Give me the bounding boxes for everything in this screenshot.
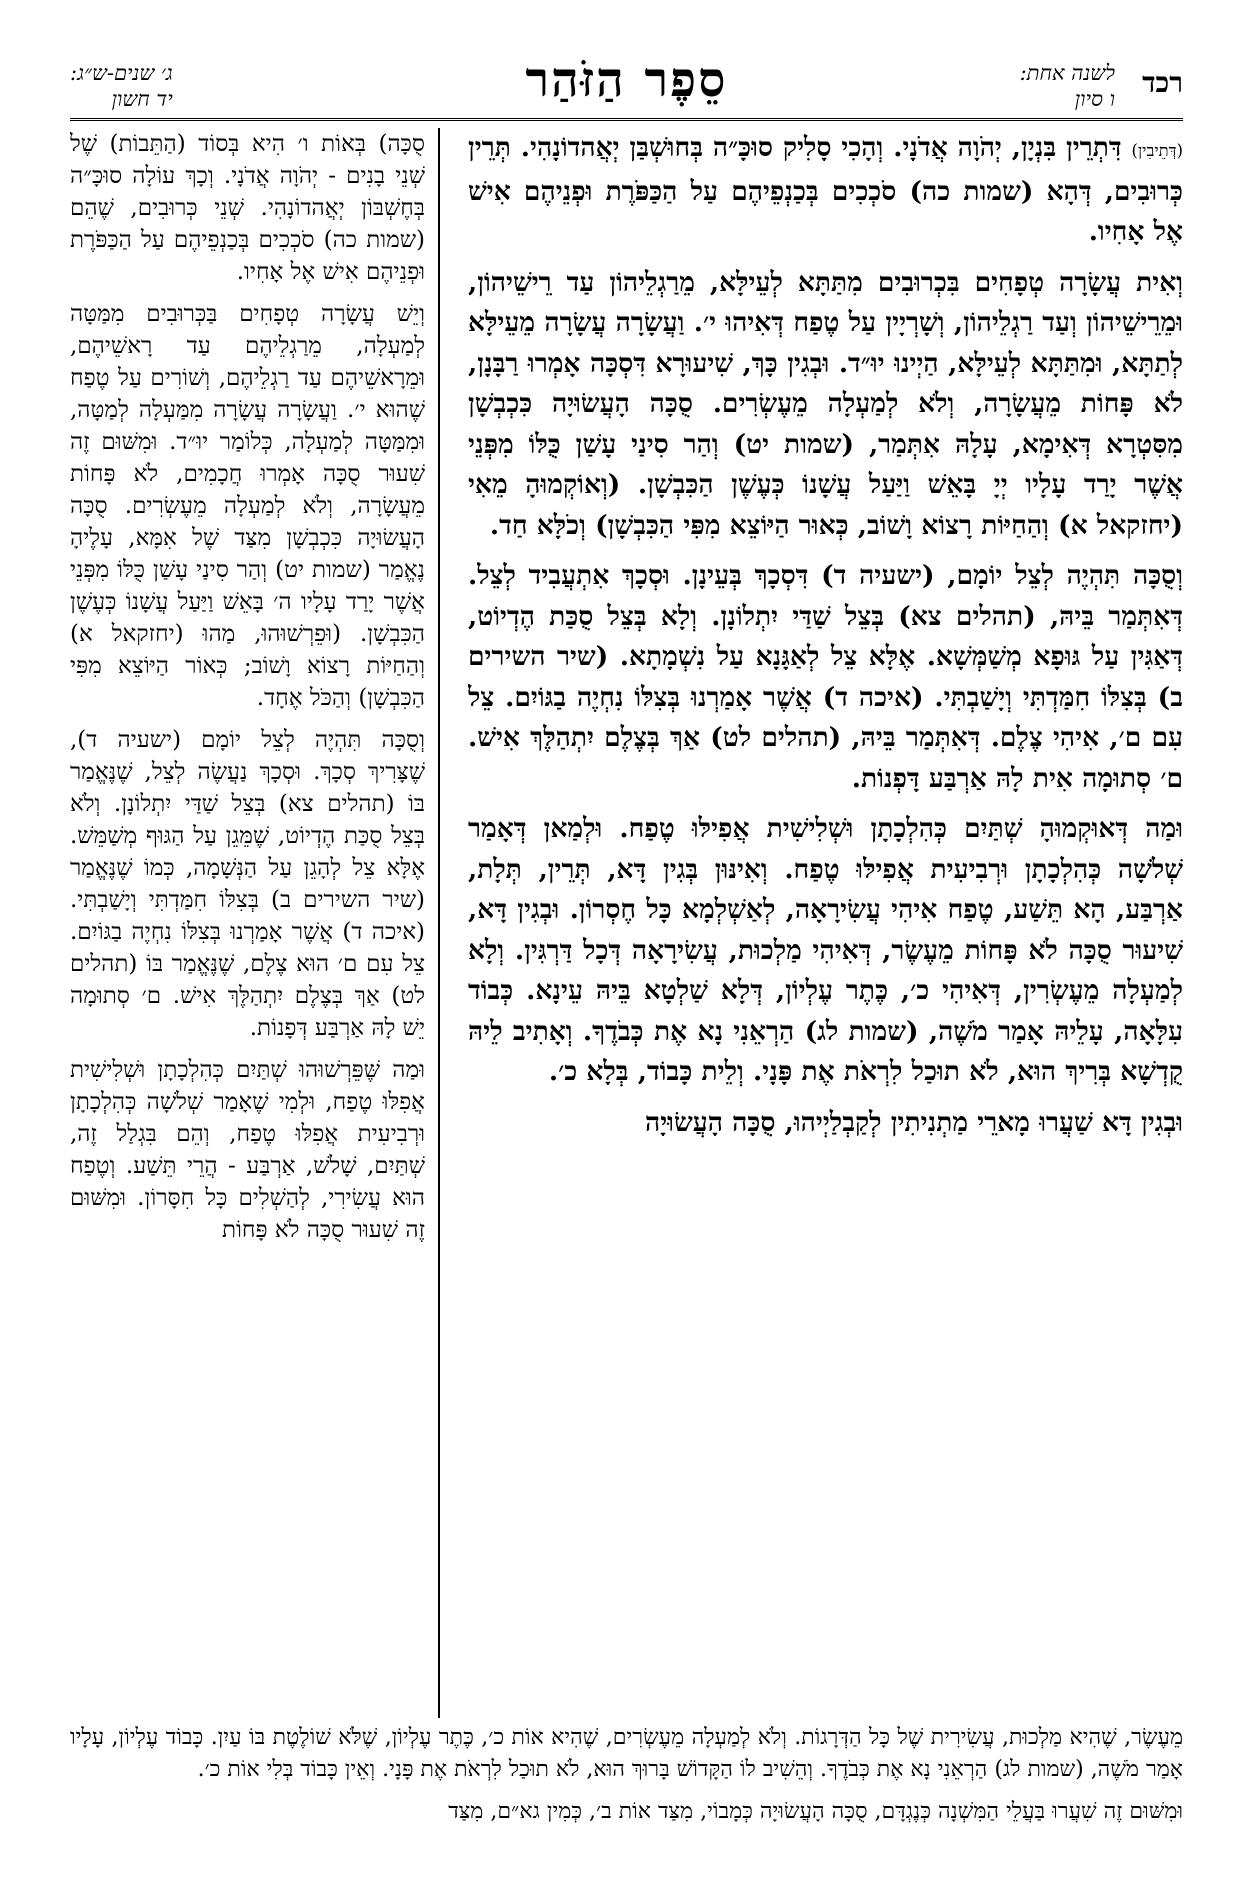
aramaic-paragraph: וּבְגִין דָּא שַׁעֲרוּ מָארֵי מַתְנִיתִין לְקַבְלַיְיהוּ, סֻכָּה הָעֲשׂוּיָה xyxy=(644,1106,1183,1138)
schedule-one-year-label: לשנה אחת: xyxy=(1019,61,1115,85)
schedule-three-years-date: יד חשון xyxy=(111,87,173,111)
page-label: רכד xyxy=(1142,66,1183,99)
translation-paragraph: וּמַה שֶּׁפֵּרְשׁוּהוּ שְׁתַּיִם כְּהִלְכָתָן וּשְׁלִישִׁית אֲפִלּוּ טֶפַח, וּלְמִי שֶׁאָמַר שְׁלֹשָׁה כְּהִלְכָתָן וּרְבִיעִית אֲפִלּוּ טֶפַח, וְהֵם בִּגְלַל זֶה, שְׁתַּיִם, שָׁלֹשׁ, אַרְבַּע - הֲרֵי תֵּשַׁע. וְטֶפַח הוּא עֲשִׂירִי, לְהַשְׁלִים כָּל חִסָּרוֹן. וּמִשּׁוּם זֶה שִׁעוּר סֻכָּה לֹא פָּחוֹת xyxy=(70,1057,425,1243)
schedule-three-years xyxy=(70,60,173,112)
schedule-three-years-label: ג׳ שנים-ש״ג: xyxy=(70,61,173,85)
schedule-one-year-date: ו סיון xyxy=(1074,87,1115,111)
column-divider xyxy=(438,128,440,1718)
paragraph-text: דִּתְרֵין בִּנְיָן, יְהֹוָה אֲדֹנָי. וְהָכִי סָלִיק סוּכָּ״ה בְּחוּשְׁבַּן יְאֲהדוֹנָהִי. תְּרֵין כְּרוּבִים, דְּהָא (שמות כה) סֹכְכִים בְּכַנְפֵיהֶם עַל הַכַּפֹּרֶת וּפְנֵיהֶם אִישׁ אֶל אָחִיו. xyxy=(468,132,1183,247)
translation-continuation xyxy=(70,1722,1183,1852)
paragraph-note: (דְּתֵיבִין) xyxy=(1131,141,1183,160)
translation-paragraph: מֵעֶשֶׂר, שֶׁהִיא מַלְכוּת, עֲשִׂירִית שֶׁל כָּל הַדְּרָגוֹת. וְלֹא לְמַעְלָה מֵעֶשְׂרִים, שֶׁהִיא אוֹת כ׳, כֶּתֶר עֶלְיוֹן, שֶׁלֹּא שׁוֹלֶטֶת בּוֹ עַיִן. כָּבוֹד עֶלְיוֹן, עָלָיו אָמַר מֹשֶׁה, (שמות לג) הַרְאֵנִי נָא אֶת כְּבֹדֶךָ. וְהֵשִׁיב לוֹ הַקָּדוֹשׁ בָּרוּךְ הוּא, לֹא תוּכַל לִרְאֹת אֶת פָּנָי. וְאֵין כָּבוֹד בְּלִי אוֹת כ׳. xyxy=(70,1725,1183,1782)
hebrew-translation-column xyxy=(70,128,425,1718)
aramaic-paragraph: וְאִית עֲשָׂרָה טְפָחִים בִּכְרוּבִים מִתַּתָּא לְעֵילָּא, מֵרַגְלֵיהוֹן עַד רֵישֵׁיהוֹן, וּמֵרֵישֵׁיהוֹן וְעַד רַגְלֵיהוֹן, וְשָׁרְיָין עַל טֶפַח דְּאִיהוּ י׳. וַעֲשָׂרָה עֲשָׂרָה מֵעֵילָּא לְתַתָּא, וּמִתַּתָּא לְעֵילָּא, הַיְינוּ יוּ״ד. וּבְגִין כָּךְ, שִׁיעוּרָא דִּסְכָּה אָמְרוּ רַבָּנָן, לֹא פָּחוֹת מֵעֲשָׂרָה, וְלֹא לְמַעְלָה מֵעֶשְׂרִים. סֻכָּה הָעֲשׂוּיָה כִּכְבְשָׁן מִסִּטְרָא דְּאִימָא, עָלָהּ אִתְּמַר, (שמות יט) וְהַר סִינַי עָשַׁן כֻּלּוֹ מִפְּנֵי אֲשֶׁר יָרַד עָלָיו יְיָ בָּאֵשׁ וַיַּעַל עֲשָׁנוֹ כְּעֶשֶׁן הַכִּבְשָׁן. (וְאוֹקְמוּהָ מֵאִי (יחזקאל א) וְהַחַיּוֹת רָצוֹא וָשׁוֹב, כְּאוּר הַיּוֹצֵא מִפִּי הַכִּבְשָׁן) וְכֹלָּא חַד. xyxy=(468,266,1183,541)
translation-paragraph: וְסֻכָּה תִּהְיֶה לְצֵל יוֹמָם (ישעיה ד), שֶׁצָּרִיךְ סְכָךְ. וּסְכָךְ נַעֲשֶׂה לְצֵל, שֶׁנֶּאֱמַר בּוֹ (תהלים צא) בְּצֵל שַׁדַּי יִתְלוֹנָן. וְלֹא בְּצֵל סֻכַּת הֶדְיוֹט, שֶׁמֵּגֵן עַל הַגּוּף מְשַׁמֵּשׁ. אֶלָּא צֵל לְהָגֵן עַל הַנְּשָׁמָה, כְּמוֹ שֶׁנֶּאֱמַר (שיר השירים ב) בְּצִלּוֹ חִמַּדְתִּי וְיָשַׁבְתִּי. (איכה ד) אֲשֶׁר אָמַרְנוּ בְּצִלּוֹ נִחְיֶה בַגּוֹיִם. צֵל עִם ם׳ הוּא צֶלֶם, שֶׁנֶּאֱמַר בּוֹ (תהלים לט) אַךְ בְּצֶלֶם יִתְהַלֶּךְ אִישׁ. ם׳ סְתוּמָה יֵשׁ לָהּ אַרְבַּע דְּפָנוֹת. xyxy=(70,727,425,1041)
aramaic-paragraph: וְסֻכָּה תִּהְיֶה לְצֵל יוֹמָם, (ישעיה ד) דִּסְכָךְ בְּעֵינָן. וּסְכָךְ אִתְעֲבִיד לְצֵל. דְּאִתְּמַר בֵּיהּ, (תהלים צא) בְּצֵל שַׁדַּי יִתְלוֹנָן. וְלָא בְּצֵל סֻכַּת הֶדְיוֹט, דְּאַגִּין עַל גּוּפָא מְשַׁמְּשָׁא. אֶלָּא צֵל לְאַגָּנָא עַל נִשְׁמָתָא. (שיר השירים ב) בְּצִלּוֹ חִמַּדְתִּי וְיָשַׁבְתִּי. (איכה ד) אֲשֶׁר אָמַרְנוּ בְּצִלּוֹ נִחְיֶה בַגּוֹיִם. צֵל עִם ם׳, אִיהִי צֶלֶם. דְּאִתְּמַר בֵּיהּ, (תהלים לט) אַךְ בְּצֶלֶם יִתְהַלֶּךְ אִישׁ. ם׳ סְתוּמָה אִית לָהּ אַרְבַּע דָּפְנוֹת. xyxy=(468,560,1183,794)
book-title: סֵפֶר הַזֹּהַר xyxy=(525,52,728,108)
aramaic-text-column xyxy=(468,128,1183,1718)
aramaic-paragraph: וּמַה דְּאוּקְמוּהָ שְׁתַּיִם כְּהִלְכָתָן וּשְׁלִישִׁית אֲפִילּוּ טֶפַח. וּלְמַאן דְּאָמַר שְׁלֹשָׁה כְּהִלְכָתָן וּרְבִיעִית אֲפִילּוּ טֶפַח. וְאִינּוּן בְּגִין דָּא, תְּרֵין, תְּלָת, אַרְבַּע, הָא תֵּשַׁע, טֶפַח אִיהִי עֲשִׂירָאָה, לְאַשְׁלְמָא כָּל חֶסְרוֹן. וּבְגִין דָּא, שִׁיעוּר סֻכָּה לֹא פָּחוֹת מֵעֶשֶׂר, דְּאִיהִי מַלְכוּת, עֲשִׂירָאָה דְּכָל דַּרְגִּין. וְלָא לְמַעְלָה מֵעֶשְׂרִין, דְּאִיהִי כ׳, כֶּתֶר עֶלְיוֹן, דְּלָא שַׁלְטָא בֵּיהּ עֵינָא. כְּבוֹד עִלָּאָה, עָלֵיהּ אָמַר מֹשֶׁה, (שמות לג) הַרְאֵנִי נָא אֶת כְּבֹדֶךָ. וְאָתִיב לֵיהּ קֻדְשָׁא בְּרִיךְ הוּא, לֹא תוּכַל לִרְאֹת אֶת פָּנָי. וְלֵית כָּבוֹד, בְּלָא כ׳. xyxy=(468,813,1183,1087)
header-rule xyxy=(70,118,1183,121)
translation-paragraph: וְיֵשׁ עֲשָׂרָה טְפָחִים בַּכְּרוּבִים מִמַּטָּה לְמַעְלָה, מֵרַגְלֵיהֶם עַד רָאשֵׁיהֶם, וּמֵרָאשֵׁיהֶם עַד רַגְלֵיהֶם, וְשׁוֹרִים עַל טֶפַח שֶׁהוּא י׳. וַעֲשָׂרָה עֲשָׂרָה מִמַּעְלָה לְמַטָּה, וּמִמַּטָּה לְמַעְלָה, כְּלוֹמַר יוּ״ד. וּמִשּׁוּם זֶה שִׁעוּר סֻכָּה אָמְרוּ חֲכָמִים, לֹא פָּחוֹת מֵעֲשָׂרָה, וְלֹא לְמַעְלָה מֵעֶשְׂרִים. סֻכָּה הָעֲשׂוּיָה כִּכְבְשָׁן מִצַּד שֶׁל אִמָּא, עָלֶיהָ נֶאֱמַר (שמות יט) וְהַר סִינַי עָשַׁן כֻּלּוֹ מִפְּנֵי אֲשֶׁר יָרַד עָלָיו ה׳ בָּאֵשׁ וַיַּעַל עֲשָׁנוֹ כְּעֶשֶׁן הַכִּבְשָׁן. (וּפֵרְשׁוּהוּ, מַהוּ (יחזקאל א) וְהַחַיּוֹת רָצוֹא וָשׁוֹב; כְּאוֹר הַיּוֹצֵא מִפִּי הַכִּבְשָׁן) וְהַכֹּל אֶחָד. xyxy=(70,301,425,711)
page-header xyxy=(70,52,1183,112)
aramaic-paragraph xyxy=(468,128,1183,253)
translation-paragraph: סֻכָּה) בְּאוֹת ו׳ הִיא בְּסוֹד (הַתֵּבוֹת) שֶׁל שְׁנֵי בָנִים - יְהֹוָה אֲדֹנָי. וְכָךְ עוֹלָה סוּכָּ״ה בְּחֶשְׁבּוֹן יְאֲהדוֹנָהִי. שְׁנֵי כְּרוּבִים, שֶׁהֵם (שמות כה) סֹכְכִים בְּכַנְפֵיהֶם עַל הַכַּפֹּרֶת וּפְנֵיהֶם אִישׁ אֶל אָחִיו. xyxy=(70,131,425,285)
translation-paragraph: וּמִשּׁוּם זֶה שִׁעֲרוּ בַּעֲלֵי הַמִּשְׁנָה כְּנֶגְדָּם, סֻכָּה הָעֲשׂוּיָה כְּמָבוֹי, מִצַּד אוֹת ב׳, כְּמִין גא״ם, מִצַּד xyxy=(448,1799,1183,1824)
